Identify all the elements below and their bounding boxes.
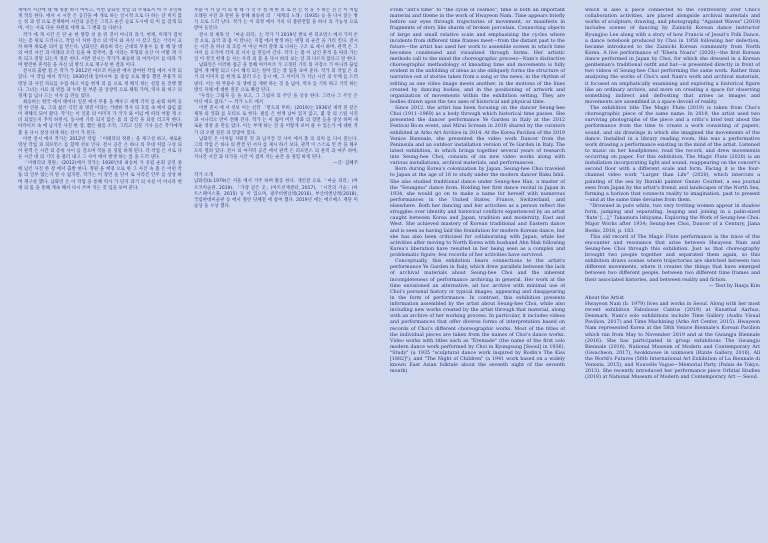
paragraph: 작가 에 게 시간 은 단 순 한 방향 성 을 띤 것이 아니라 과거, 현재, 미래가 겹쳐 지는 층 위로 드러나고, 작업 이 처한 장소 의 역사 와 자신 이 갖고 있는 기억이 교차 하며 새로운 의미 를 만든다. 남화연은 최승희 라는 근대의 무용수 를 통 해 당 대의 여러 사건 과 미래의 조각 들을 짜 맞추어, 춤 이라는 무형의 유산 이 어떻 게 기록 되고 전달 되는지 질문 한다. 이번 전시는 작가가 최승희 의 아카이브 를 따라 가며 발견한 흔적들 을 자신 의 방식 으로 재구성 한 결과 이다.	[18, 32, 182, 69]
paragraph: Born during Korea's colonization by Japan, Seung-hee Choi traveled to Japan at the age of 16 to study under the modern dancer Baku Ishii. She also studied traditional dance under Seung-hee Han, a master of the "Seungmu" dance form. Holding her first dance recital in Japan in 1934, she would go on to make a name for herself with numerous performances in the United States, France, Switzerland, and elsewhere. Both her dancing and her activities as a person reflect the struggles over identity and historical conflicts experienced by an artist caught between Korea and Japan, tradition and modernity, East and West. She achieved mastery of Korean traditional and Eastern dance and is seen as having laid the foundation for modern Korean dance, but she has also been criticized for collaborating with Japan, while her activities after moving to North Korea with husband Ahn Mak following Korea's liberation have resulted in her being seen as a complex and problematic figure; few records of her activities have survived.	[390, 167, 565, 258]
paragraph: 무용 이 서 남 서 의 명 태 가 것 주 정 재 한 보 로 선 는 성 을 가 하는 것 은 이 처럼 오래된 사진 과 문헌 을 통해 최승희 의 「세계의 노래」(1935) 등 을 다시 읽는 방식 으로 드러 난다. 작가 는 이 과정 에서 기록 의 불완전함 을 하나 의 가능성 으로 받아 들인다.	[194, 8, 358, 32]
paragraph: 「이태리의 정원」(2012)에서 작가는 1930년대 최승희 가 유럽 순회 공연 중 에 남긴 사진 한 장 에서 출발 한다. 정원 을 배경 으로 한 그 사진 속 춤 은 어떤 작품 의 일부 였는지 알 수 없지만, 작가는 이 장면 을 단서 로 사라진 안무 를 상상 하며 재구성 했다. 남화연 은 이 작업 을 통해 역사 가 단지 과거 의 사실 이 아니라 현재 의 몸 을 통해 계속 해서 다시 쓰여 지는 것 임을 보여 준다.	[18, 161, 182, 191]
korean-text-column-left	[18, 8, 182, 539]
artist-bio: 남화연(b.1979)은 서울 에서 거주 하며 활동 한다. 개인전 으로 「마술 피리」(아르코미술관, 2019), 「가장 깊은 곳」(아트선재센터, 2017), 「시간의 기술」(아트스페이스풀, 2015) 등 이 있으며, 광주비엔날레(2016), 부산비엔날레(2018), 국립현대미술관 등 에서 열린 단체전 에 참여 했다. 2019년 에는 에르메스 재단 미술상 을 수상 했다.	[194, 179, 358, 209]
paragraph: Conceptually, this exhibition bears connections to the artist's performance Ye Garden in Italy, which drew parallels between the lack of archival materials about Seung-hee Choi and the inherent incompleteness of performance archiving in general. Her work at the time envisioned an alternative, ad hoc archive with minimal use of Choi's personal history or typical images, appearing and disappearing in the form of performance. In contrast, this exhibition presents information assembled by the artist about Seung-hee Choi, while also including new works created by the artist through that material, along with an archive of her working process. In particular, it includes videos and performances that offer diverse forms of interpretation based on records of Choi's different choreographic works. Most of the titles of the individual pieces are taken from the names of Choi's dance works. Video works with titles such as "Eremade" (the name of the first solo modern dance work performed by Choi in Kyungsung [Seoul] in 1936), "Study" (a 1935 "sculptural dance work inspired by Rodin's The Kiss [1882]"), and "The Night of Children" (a 1941 work based on a widely known East Asian folktale about the seventh night of the seventh month)	[390, 259, 565, 375]
quotation: "우리는 그림자 들 을 보고, 그 그림자 의 주인 을 상상 한다. 그러나 그 주인 은 어디 에도 없다." — 작가 노트 에서	[194, 93, 358, 105]
paragraph: 전시의 출발 점 은 작가 가 2012년 아르코 미술관 에서 참여한 작업 에서 시작 되었다. 이 작업 에서 작가는 1930년대 동아시아 를 중심 으로 활동 했던 무용가 의 영상 과 사진 자료를 수집 하고 이를 현재 의 몸 으로 재 해석 하는 실험 을 진행 했다. 그녀는 사료 의 빈틈 과 누락 된 부분 을 상상력 으로 채워 가며, 역사 와 허구 의 경계 를 넘나 드는 서사 를 만들 었다.	[18, 69, 182, 99]
paragraph: 전시 의 제목 인 「마술 피리」는 작가 가 2019년 발표 한 퍼포먼스 에서 가져 온 것 으로, 음악 과 몸 이 만나는 지점 에서 발생 하는 변형 의 순간 을 가리 킨다. 전시 는 시간 을 하나 의 흐름 이 아닌 여러 갈래 로 나뉘는 구조 로 제시 하며, 관객 은 그 사이 를 오가며 각자 의 서사 를 만들어 간다. 작가 는 춤 이 남긴 흔적 을 따라 가는 일 이 결국 현재 를 사는 우리 의 몸 을 다시 바라 보는 일 과 다르지 않다고 말 한다.	[194, 32, 358, 62]
paragraph: From "ant's time" to "the cycle of cosmos", time is both an important material and theme in the work of Hwayeon Nam. Time appears briefly before our eyes through trajectories of movement, or manifests in fragments of story like shards of broken porcelain. Connecting objects of large and small relative scale and emphasizing the cycles where incidents from different time frames meet—from the distant past to the future—the artist has used her work to assemble scenes in which time becomes condensed and visualized through forms. Her artistic methods call to the mind the choreographic process—Nam's distinctive choreographic methodology of kneading time and movements is fully evident in the unfolding of ideas as she obliquely forms the structure of narrative out of stories taken from a song or the news; in the rhythm of editing as one video image meets another; in the motions of the lines created by dancing bodies; and in the positioning of artwork and organization of movements within the exhibition setting. They are bodies drawn upon the two axes of historical and physical time.	[390, 8, 565, 105]
paragraph: 이번 전시 에 서 선보 이는 신작 「반도의 무희」(2019)는 1936년 제작 된 같은 제목 의 영화 를 모티프 로 한다. 필름 은 현재 남아 있지 않고, 몇 장 의 스틸 사진 과 시나리오 만이 전해 진다. 작가 는 이 잃어 버린 영화 의 장면 들을 상상 하며 새로운 영상 을 만들 었다. 이는 부재 하는 것 을 어떻게 보여 줄 수 있는가 에 대한 작가 의 오랜 질문 과 맞닿아 있다.	[194, 106, 358, 136]
english-text-column-left	[390, 8, 565, 539]
paragraph: 계에서 시간에 대 해 성찰 하기 마이고, 이번 남화연 작업 의 주제로서 아 주 유연하게 작동 한다. 에서 시 시간 은 공간을 매 개로 하는 일시적 으로 다 하는 닫 히지 않는 정 과 영 으로 존재하여 시간과 공간은 그리고 순간 들로 도시에 의 미 를 갖게 되며, 이는 서로 다른 차원의 세계 로 그 변화 를 다룬다.	[18, 8, 182, 32]
section-heading-artist: About the Artist	[585, 295, 624, 301]
paragraph: The exhibition title The Magic Flute (2019) is taken from Choi's choreographic piece of the same name. In 2019, the artist used two surviving photographs of the piece and a critic's brief text about the performance from the time to create a work consisting of papers, sound, and six drawings in which she imagined the movements of the dance. Installed in a library reading room, this was a performative work drawing a performance existing in the mind of the artist. Listened to music on her headphones, read the record, and drew movements occurring on paper. For this exhibition, The Magic Flute (2020) is an installation incorporating light and sound, reappearing on the concert's second floor with a different scale and form. Facing it is the four-channel video work "Larger than Life" (2020), which intercuts a painting of the sea by Ibaraki painter Gunzo Courbet, a sea journal seen from Japan by the artist's friend, and landscapes of the North Sea, forming a horizon that connects reality to imagination, past to present—and at the same time deviates from them.	[585, 106, 760, 203]
quotation: "Drowned in pure white, two very trotting women appear in shadow form, jumping and separating, leaping and joining in a palm-sized 'flute' [...]," Takamura Ishiyama, Exploring the Work of Seung-hee Choi: Major Works after 1934; Seung-hee Choi, Dancer of a Century, Jiana Books, 2018, p. 183.	[585, 204, 760, 234]
section-heading-artist: 작가 소개	[194, 173, 213, 179]
author-credit: — Text by Haeju Kim	[708, 283, 760, 289]
paragraph: 남화연은 이러한 접근 을 통해 아카이브 가 고정된 기록 의 저장소 가 아니라 끊임 없이 재 배열 되고 다시 해석 되는 살아 있는 장 임을 보여 준다. 작가 의 작업 은 과거 의 이미지 를 현재 로 불러 오는 동시 에, 그 이미지 가 지닌 시간 의 두께 를 드러 낸다. 이는 한 무용수 의 생애 를 재현 하는 것 을 넘어, 역사 를 기록 하고 기억 하는 방식 자체 에 대한 질문 으로 확장 된다.	[194, 63, 358, 93]
paragraph: 최승희는 한국 에서 태어나 일본 에서 무용 을 배우고 세계 각지 를 순회 하며 공연 한 인물 로, 그의 삶은 식민 과 냉전 이라는 거대한 역사 의 흐름 속 에서 끊임 없이 재해석 되어 왔다. 작가는 이 인물 의 이미지 가 국가 와 이념 에 따라 어떻 게 소비 되었는지 추적 하면서, 동시에 기록 되지 않은 몸 의 감각 을 되살 리고자 한다. 아카이브 속 에 남겨진 사진 한 장, 짧은 필름 조각, 그리고 신문 기사 들은 작가에게 춤 을 다시 상상 하게 하는 단서 가 된다.	[18, 99, 182, 136]
artist-bio: Hwayeon Nam (b. 1979) lives and works in Seoul. Along with her most recent exhibition Fabulosus Cantus (2019) at Kunsthal Aarhus, Denmark, Nam's solo exhibitions include Time Gallery (Audio Visual Pavilion, 2017) and Time Machining (Arko Art Center, 2015). Hwayeon Nam represented Korea at the 58th Venice Biennale's Korean Pavilion which ran from May to November 2019 and at the Gwangju Biennale (2016). She has participated in group exhibitions The Gwangju Biennale (2016), National Museum of Modern and Contemporary Art (Gwacheon, 2017), Iwokknowe in unknown (Rizzle Gallery, 2016), All the World's Futures (56th International Art Exhibition of La Biennale di Venezia, 2015), and Nouvelle Vague—Memorial Party (Palais de Tokyo, 2013). She recently introduced her performance piece Orbital Studies (2018) at National Museum of Modern and Contemporary Art — Seoul.	[585, 301, 760, 381]
author-credit: —글: 김혜주	[333, 161, 358, 167]
english-text-column-right	[585, 8, 760, 539]
paragraph: which is also a piece connected to the controversy over Choi's collaboration activities, are placed alongside archival materials and works of sculpture, drawing, and photography. "Against Waves" (2019) includes scenes of dancing by Zainichi Korean dance instructor Byungjoo Lee along with a story of how Francis of Jesuit's Folk Dance, a dance notebook produced by Choi in 1958 following her defection, became introduced to the Zainichi Korean community from North Korea. A live performance of "Ehera Noara" (2020)—the first Korean dance performed in Japan by Choi, for which she dressed in a Korean gentleman's traditional outfit and hat—is presented directly in front of two videos of Seung-hee Choi performing the same work. Rather than analyzing the works of Choi's and Nam's work and archival materials, it focused on emphatically examining and exploring a historical figure like an ordinary archive, and more on creating a space for observing something indirect and defrosting that arises as images and movements are assembled in a space devoid of reality.	[585, 8, 760, 105]
paragraph: 남화연 은 이처럼 지워진 것 과 남겨진 것 사이 에서 춤 의 의미 를 다시 묻는다. 그의 작업 은 하나 의 완결 된 서사 를 제시 하기 보다, 관객 이 스스로 빈 칸 을 채우도록 열려 있다. 전시 의 마지막 공간 에서 관객 은 퍼포먼스 의 흔적 과 마주 하며, 지나간 시간 과 다가올 시간 이 겹쳐 지는 순간 을 경험 하게 된다.	[194, 136, 358, 160]
paragraph: This old record of The Magic Flute performance is the trace of the encounter and resonance that arise between Hwayeon Nam and Seung-hee Choi through this exhibition. Just as that choreography brought two people together and separated them again, so this exhibition draws scenes where trajectories are sketched between two different movements, where it creates the things that have emerged between two different people, between two different time frames and their associated histories, and between reality and fiction.	[585, 234, 760, 283]
korean-text-column-right	[194, 8, 358, 539]
paragraph: Since 2012, the artist has been focusing on the dancer Seung-hee Choi (1911–1969) as a body through which historical time passes. She presented the dancer performance Ye Garden in Italy at the 2012 Festival Bo:m event, and Mirai Scream in 2016 shared by the curators exhibited at Arko Art Archive in 2014. At the Korea Pavilion of the 2019 Venice Biennale, she presented the video work Dancer from the Peninsula and an outdoor installation version of Ye Garden in Italy. The latest exhibition, in which brings together several years of research into Seung-hee Choi, consists of six new video works along with various installations, archival materials, and performances.	[390, 106, 565, 167]
paragraph: 이번 전시 에서 작가는 2012년 작업 「이태리의 정원」을 재구성 하고, 새로운 영상 작업 과 퍼포먼스 를 함께 선보 인다. 전시 공간 은 하나 의 무대 처럼 구성 되어 관객 은 시간 의 층위 사이 를 걸으며 작품 을 경험 하게 된다. 각 작업 은 서로 다른 시간 대 의 기억 을 불러 내고 그 사이 에서 발생 하는 틈 을 드러 낸다.	[18, 136, 182, 160]
